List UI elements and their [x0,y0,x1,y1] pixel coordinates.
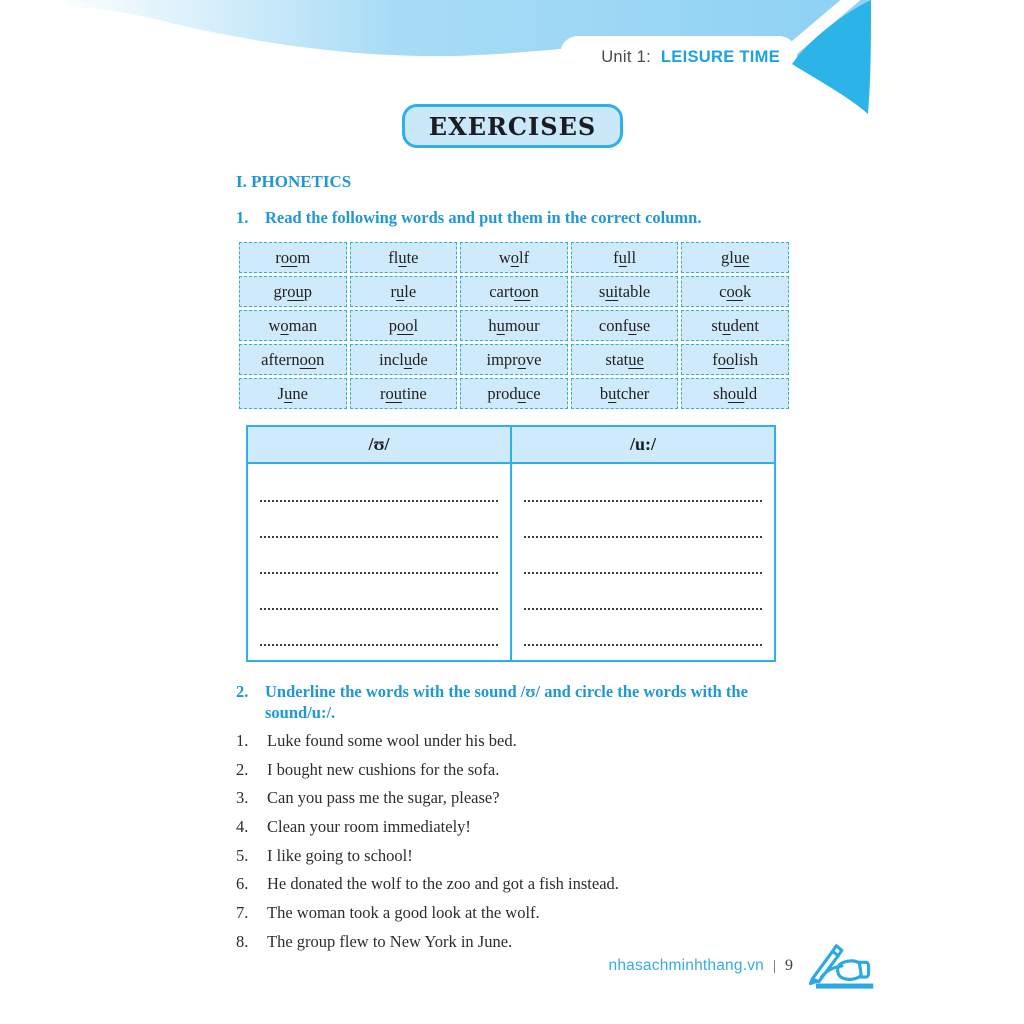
underlined-sound: u [496,315,505,335]
sentence-number: 7. [236,903,249,923]
dotted-answer-line [524,610,762,646]
writing-hand-icon [802,942,878,990]
answer-table-body-row [247,463,775,661]
underlined-sound: o [280,315,289,335]
word-suffix: tine [402,383,427,403]
underlined-sound: oo [299,349,317,369]
dotted-answer-line [260,538,498,574]
word-prefix: p [388,315,397,335]
word-suffix: man [288,315,318,335]
sentence-text: The group flew to New York in June. [267,931,513,951]
underlined-sound: o [517,349,526,369]
word-suffix: ce [525,383,541,403]
word-prefix: st [711,315,723,335]
underlined-sound: u [722,315,731,335]
exercise1-heading [236,207,792,228]
word-prefix: r [275,247,281,267]
underlined-sound: u [517,383,526,403]
word-cell [350,242,458,273]
dotted-answer-line [524,538,762,574]
word-prefix: s [598,281,606,301]
unit-header [0,48,780,67]
word-suffix: le [404,281,417,301]
unit-title: LEISURE TIME [660,48,780,66]
word-cell [681,344,789,375]
word-cell [239,344,347,375]
word-cell [239,242,347,273]
sentence-number: 4. [236,817,249,837]
sound-column-header: /u:/ [511,426,775,463]
word-prefix: stat [605,349,629,369]
word-suffix: m [297,247,311,267]
underlined-sound: oo [280,247,298,267]
word-suffix: dent [730,315,760,335]
word-prefix: incl [379,349,404,369]
word-prefix: r [380,383,386,403]
word-suffix: k [742,281,752,301]
sentence-text: Can you pass me the sugar, please? [267,788,500,808]
word-prefix: h [488,315,497,335]
word-prefix: f [712,349,718,369]
word-cell [571,242,679,273]
word-prefix: cart [489,281,514,301]
word-suffix: te [406,247,419,267]
sentence-number: 3. [236,788,249,808]
underlined-sound: u [628,315,637,335]
answer-table-header-row [247,426,775,463]
answer-table [246,425,776,662]
word-prefix: impr [486,349,518,369]
sentence-list [236,733,792,950]
word-suffix: l [413,315,419,335]
word-cell [681,242,789,273]
word-cell [350,276,458,307]
word-prefix: gl [720,247,734,267]
sentence-number: 6. [236,874,249,894]
word-cell [571,310,679,341]
word-prefix: aftern [261,349,300,369]
sentence-item [236,819,792,836]
word-cell [571,276,679,307]
exercise2-number: 2. [236,682,249,701]
sentence-text: He donated the wolf to the zoo and got a fish instead. [267,874,619,894]
word-table-body [239,242,789,409]
sentence-text: I bought new cushions for the sofa. [267,759,500,779]
word-cell [460,344,568,375]
word-table-row [239,344,789,375]
word-table [236,239,792,412]
page-content [236,172,792,963]
word-prefix: c [719,281,727,301]
sentence-number: 5. [236,845,249,865]
word-prefix: sh [713,383,728,403]
sentence-item [236,905,792,922]
sentence-text: The woman took a good look at the wolf. [267,903,540,923]
word-prefix: w [268,315,281,335]
answer-cell [247,463,511,661]
word-suffix: n [316,349,325,369]
page-number: 9 [785,957,793,974]
word-cell [239,276,347,307]
underlined-sound: ou [287,281,304,301]
underlined-sound: u [398,247,407,267]
word-cell [239,378,347,409]
word-prefix: w [498,247,511,267]
sentence-text: Luke found some wool under his bed. [267,731,517,750]
underlined-sound: u [618,247,627,267]
word-suffix: lf [519,247,530,267]
underlined-sound: u [403,349,413,369]
word-table-row [239,310,789,341]
sentence-number: 2. [236,759,249,779]
underlined-sound: ou [727,383,745,403]
dotted-answer-line [260,502,498,538]
dotted-answer-line [524,466,762,502]
word-cell [460,310,568,341]
sentence-number: 8. [236,931,249,951]
exercise1-instruction: Read the following words and put them in the correct column. [265,208,702,227]
dotted-answer-line [260,466,498,502]
sentence-item [236,790,792,807]
sentence-item [236,733,792,750]
sound-column-header: /ʊ/ [247,426,511,463]
word-prefix: prod [487,383,518,403]
word-suffix: se [636,315,651,335]
word-suffix: ll [626,247,637,267]
word-cell [571,378,679,409]
word-table-row [239,378,789,409]
underlined-sound: o [510,247,520,267]
dotted-answer-line [260,610,498,646]
word-suffix: tcher [616,383,650,403]
underlined-sound: ue [733,247,750,267]
underlined-sound: u [396,281,405,301]
word-cell [681,378,789,409]
underlined-sound: u [284,383,293,403]
dotted-answer-line [260,574,498,610]
word-table-row [239,242,789,273]
answer-cell [511,463,775,661]
website-url: nhasachminhthang.vn [608,957,764,974]
sentence-item [236,876,792,893]
sentence-number: 1. [236,731,249,750]
word-prefix: J [277,383,285,403]
word-cell [239,310,347,341]
word-table-row [239,276,789,307]
word-cell [681,310,789,341]
word-suffix: table [618,281,651,301]
exercises-banner [402,104,623,148]
word-cell [681,276,789,307]
sentence-text: Clean your room immediately! [267,817,471,837]
sentence-text: I like going to school! [267,845,413,865]
word-cell [460,242,568,273]
word-suffix: mour [504,315,540,335]
word-suffix: ne [292,383,308,403]
underlined-sound: ue [628,349,644,369]
word-prefix: conf [598,315,629,335]
word-cell [350,378,458,409]
word-suffix: n [530,281,539,301]
section-heading: I. PHONETICS [236,172,352,191]
word-prefix: r [390,281,397,301]
sentence-item [236,845,792,865]
word-prefix: b [599,383,609,403]
footer-separator: | [772,957,776,974]
exercise2-instruction: Underline the words with the sound /ʊ/ and circle the words with the sound/u:/. [265,682,748,722]
word-suffix: ve [525,349,542,369]
word-suffix: p [303,281,313,301]
dotted-answer-line [524,574,762,610]
exercise1-number: 1. [236,208,249,227]
underlined-sound: ui [605,281,619,301]
word-suffix: lish [734,349,759,369]
word-cell [350,344,458,375]
underlined-sound: oo [513,281,531,301]
dotted-answer-line [524,502,762,538]
underlined-sound: u [608,383,617,403]
sentence-item [236,759,792,779]
word-cell [350,310,458,341]
word-cell [460,276,568,307]
unit-label: Unit 1: [601,48,651,66]
word-cell [571,344,679,375]
underlined-sound: oo [396,315,414,335]
underlined-sound: ou [385,383,403,403]
word-prefix: f [613,247,619,267]
underlined-sound: oo [717,349,735,369]
word-prefix: fl [388,247,399,267]
exercise2-heading [236,681,792,723]
word-cell [460,378,568,409]
word-prefix: gr [273,281,288,301]
word-suffix: ld [744,383,758,403]
page-title: EXERCISES [428,111,597,141]
word-suffix: de [412,349,428,369]
underlined-sound: oo [726,281,743,301]
page-footer [0,942,878,990]
